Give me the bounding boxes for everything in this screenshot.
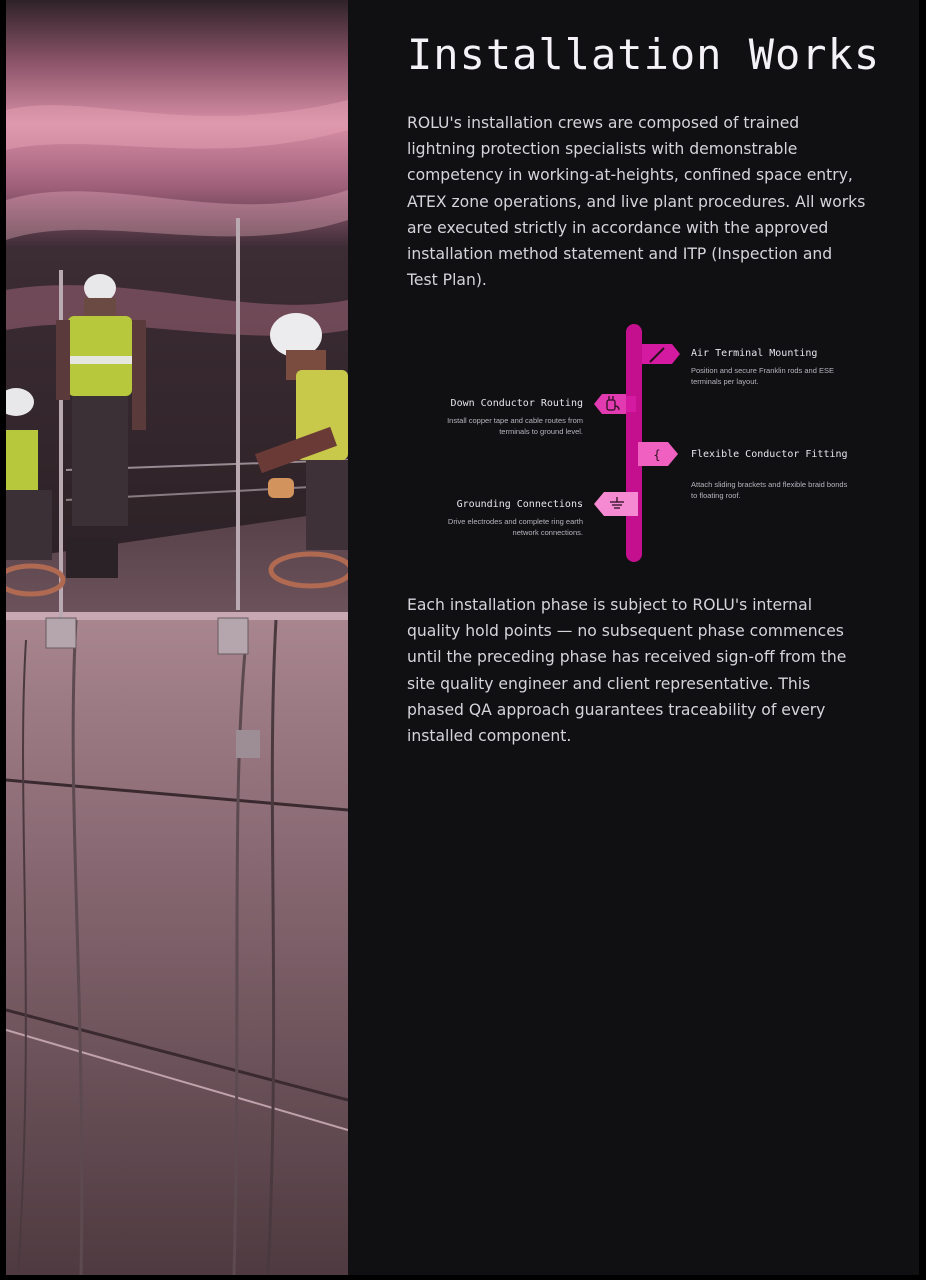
step-description: Position and secure Franklin rods and ESE terminals per layout. <box>691 366 834 386</box>
step-title: Grounding Connections <box>456 499 583 510</box>
step-title: Air Terminal Mounting <box>691 348 818 359</box>
step-flag-2 <box>594 394 636 414</box>
hero-photo <box>6 0 348 1275</box>
page-frame <box>6 0 919 1275</box>
step-flag-1 <box>642 344 680 364</box>
step-description: Install copper tape and cable routes from terminals to ground level. <box>447 416 583 436</box>
outro-paragraph: Each installation phase is subject to ROLU's internal quality hold points — no subsequent phase commences until the preceding phase has received sign-off from the site quality engineer and client representative. This phased QA approach guarantees traceability of every installed component. <box>407 596 847 746</box>
brace-icon: { <box>653 448 661 462</box>
step-title: Down Conductor Routing <box>450 398 583 409</box>
content-panel <box>348 0 919 1275</box>
step-description: Attach sliding brackets and flexible braid bonds to floating roof. <box>691 480 848 500</box>
page-title: Installation Works <box>407 30 881 79</box>
step-flag-4 <box>594 492 638 516</box>
step-flag-3 <box>638 442 678 466</box>
step-description: Drive electrodes and complete ring earth network connections. <box>447 517 583 537</box>
intro-paragraph: ROLU's installation crews are composed of trained lightning protection specialists with demonstrable competency in working-at-heights, confined space entry, ATEX zone operations, and live plant procedures. All works are executed strictly in accordance with the approved installation method statement and ITP (Inspection and Test Plan). <box>407 114 866 290</box>
photo-illustration <box>6 0 348 1275</box>
step-title: Flexible Conductor Fitting <box>691 449 848 460</box>
installation-timeline <box>348 316 919 568</box>
